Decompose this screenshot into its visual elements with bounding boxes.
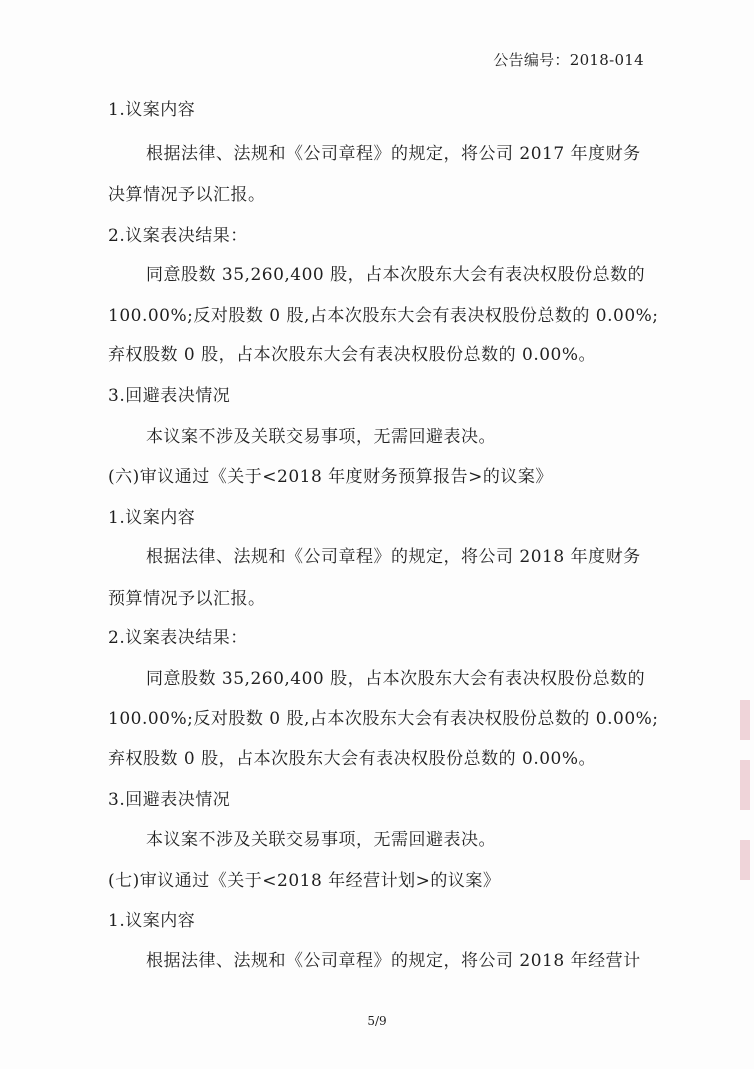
section-heading: 1.议案内容 bbox=[108, 100, 196, 120]
paragraph-line: 根据法律、法规和《公司章程》的规定，将公司 2018 年经营计 bbox=[146, 951, 641, 971]
section-heading: 2.议案表决结果： bbox=[108, 628, 248, 648]
paragraph-line: 同意股数 35,260,400 股，占本次股东大会有表决权股份总数的 bbox=[146, 669, 646, 689]
paragraph-line: 弃权股数 0 股，占本次股东大会有表决权股份总数的 0.00%。 bbox=[108, 749, 597, 769]
section-heading: 1.议案内容 bbox=[108, 508, 196, 528]
paragraph-line: 本议案不涉及关联交易事项，无需回避表决。 bbox=[146, 427, 496, 447]
agenda-item-heading: (七)审议通过《关于<2018 年经营计划>的议案》 bbox=[108, 871, 501, 891]
paragraph-line: 预算情况予以汇报。 bbox=[108, 589, 266, 609]
page-number: 5/9 bbox=[367, 1014, 387, 1028]
seal-edge-mark bbox=[740, 700, 750, 740]
paragraph-line: 决算情况予以汇报。 bbox=[108, 185, 266, 205]
paragraph-line: 同意股数 35,260,400 股，占本次股东大会有表决权股份总数的 bbox=[146, 265, 646, 285]
section-heading: 2.议案表决结果： bbox=[108, 226, 248, 246]
section-heading: 3.回避表决情况 bbox=[108, 790, 231, 810]
paragraph-line: 本议案不涉及关联交易事项，无需回避表决。 bbox=[146, 830, 496, 850]
seal-edge-mark bbox=[740, 840, 750, 880]
paragraph-line: 根据法律、法规和《公司章程》的规定，将公司 2017 年度财务 bbox=[146, 144, 641, 164]
seal-edge-mark bbox=[740, 760, 750, 810]
section-heading: 1.议案内容 bbox=[108, 911, 196, 931]
agenda-item-heading: (六)审议通过《关于<2018 年度财务预算报告>的议案》 bbox=[108, 467, 553, 487]
notice-number: 公告编号：2018-014 bbox=[493, 51, 644, 69]
paragraph-line: 100.00%;反对股数 0 股,占本次股东大会有表决权股份总数的 0.00%; bbox=[108, 306, 659, 326]
section-heading: 3.回避表决情况 bbox=[108, 386, 231, 406]
paragraph-line: 弃权股数 0 股，占本次股东大会有表决权股份总数的 0.00%。 bbox=[108, 345, 597, 365]
paragraph-line: 根据法律、法规和《公司章程》的规定，将公司 2018 年度财务 bbox=[146, 547, 641, 567]
paragraph-line: 100.00%;反对股数 0 股,占本次股东大会有表决权股份总数的 0.00%; bbox=[108, 709, 659, 729]
